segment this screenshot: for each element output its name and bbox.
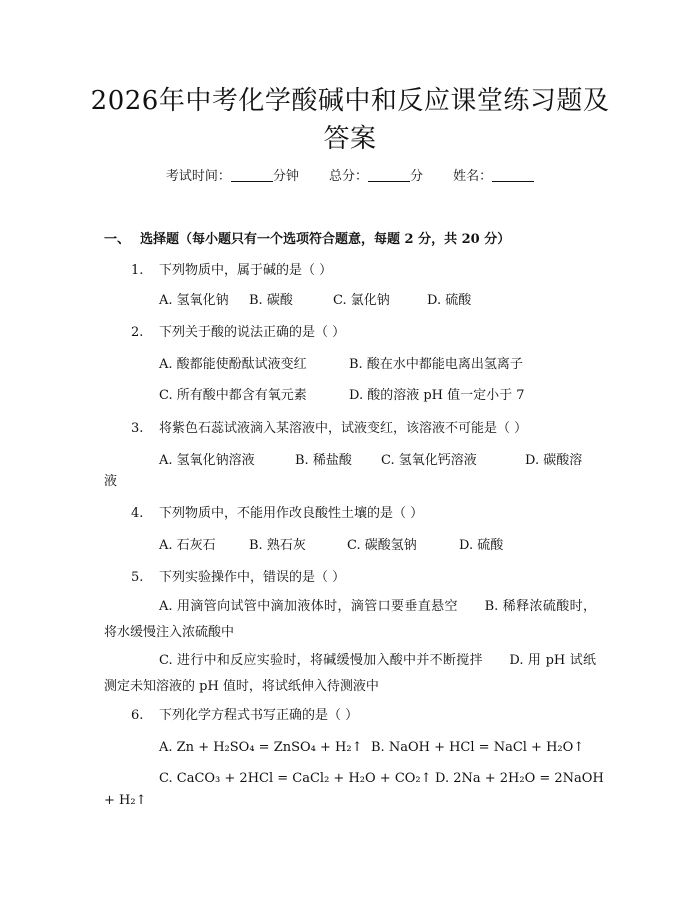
question-text: 下列实验操作中，错误的是（ ） — [159, 570, 346, 585]
time-blank[interactable] — [231, 169, 273, 182]
question-text: 下列关于酸的说法正确的是（ ） — [159, 325, 346, 340]
question-options — [159, 537, 503, 555]
time-label: 考试时间： — [165, 169, 231, 184]
option-c[interactable]: C. 碳酸氢钠 — [347, 538, 417, 553]
page-title — [60, 82, 640, 158]
option-a[interactable]: A. 石灰石 — [159, 538, 216, 553]
option-c[interactable]: C. 氢氧化钙溶液 — [381, 453, 477, 468]
name-blank[interactable] — [492, 169, 534, 182]
options-paragraph-ab[interactable]: A. 用滴管向试管中滴加液体时，滴管口要垂直悬空 B. 稀释浓硫酸时，将水缓慢注入浓硫酸中 — [104, 599, 596, 640]
question-stem — [131, 707, 358, 725]
question-number: 2. — [131, 325, 144, 340]
question-stem — [131, 262, 332, 280]
section-heading — [104, 231, 510, 249]
question-number: 3. — [131, 421, 144, 436]
option-d[interactable]: D. 硫酸 — [427, 293, 472, 308]
score-unit: 分 — [410, 169, 424, 184]
option-d-continued: + H₂↑ — [104, 793, 147, 808]
option-b[interactable]: B. 稀盐酸 — [295, 453, 352, 468]
option-b[interactable]: B. 碳酸 — [249, 293, 293, 308]
section-number: 一、 — [104, 232, 131, 247]
question-text: 下列化学方程式书写正确的是（ ） — [159, 708, 359, 723]
question-stem — [131, 569, 345, 587]
question-number: 1. — [131, 263, 144, 278]
question-options — [159, 452, 582, 470]
options-paragraph-cd[interactable]: C. 进行中和反应实验时，将碱缓慢加入酸中并不断搅拌 D. 用 pH 试纸测定未知溶液的 pH 值时，将试纸伸入待测液中 — [104, 653, 596, 694]
time-unit: 分钟 — [272, 169, 299, 184]
option-d-continued: 液 — [104, 474, 118, 489]
question-stem — [131, 505, 423, 523]
option-c[interactable]: C. CaCO₃ + 2HCl = CaCl₂ + H₂O + CO₂↑ — [159, 771, 432, 786]
option-c[interactable]: C. 所有酸中都含有氧元素 — [159, 388, 307, 403]
question-options — [159, 387, 525, 405]
exam-meta — [0, 168, 700, 186]
option-d[interactable]: D. 碳酸溶 — [525, 453, 583, 468]
question-options — [159, 292, 471, 310]
score-blank[interactable] — [368, 169, 410, 182]
title-line-2: 答案 — [323, 124, 377, 154]
option-a[interactable]: A. 酸都能使酚酞试液变红 — [159, 357, 307, 372]
question-text: 将紫色石蕊试液滴入某溶液中，试液变红，该溶液不可能是（ ） — [159, 421, 528, 436]
option-b[interactable]: B. 酸在水中都能电离出氢离子 — [349, 357, 523, 372]
option-d[interactable]: D. 2Na + 2H₂O = 2NaOH — [435, 771, 604, 786]
question-options — [159, 770, 604, 788]
question-text: 下列物质中，属于碱的是（ ） — [159, 263, 333, 278]
option-d[interactable]: D. 酸的溶液 pH 值一定小于 7 — [349, 388, 525, 403]
option-b[interactable]: B. 熟石灰 — [249, 538, 306, 553]
option-b[interactable]: B. NaOH + HCl = NaCl + H₂O↑ — [371, 740, 585, 755]
question-stem — [131, 324, 345, 342]
question-number: 5. — [131, 570, 144, 585]
option-c[interactable]: C. 氯化钠 — [333, 293, 390, 308]
option-a[interactable]: A. Zn + H₂SO₄ = ZnSO₄ + H₂↑ — [159, 740, 363, 755]
option-a[interactable]: A. 氢氧化钠 — [159, 293, 229, 308]
question-text: 下列物质中，不能用作改良酸性土壤的是（ ） — [159, 506, 424, 521]
section-label: 选择题（每小题只有一个选项符合题意，每题 2 分，共 20 分） — [140, 232, 511, 247]
title-line-1: 2026年中考化学酸碱中和反应课堂练习题及 — [90, 86, 610, 116]
question-options — [159, 356, 523, 374]
question-number: 6. — [131, 708, 144, 723]
option-d[interactable]: D. 硫酸 — [459, 538, 504, 553]
question-number: 4. — [131, 506, 144, 521]
question-options — [159, 739, 584, 757]
question-stem — [131, 420, 527, 438]
score-label: 总分： — [328, 169, 368, 184]
option-a[interactable]: A. 氢氧化钠溶液 — [159, 453, 255, 468]
name-label: 姓名： — [453, 169, 493, 184]
